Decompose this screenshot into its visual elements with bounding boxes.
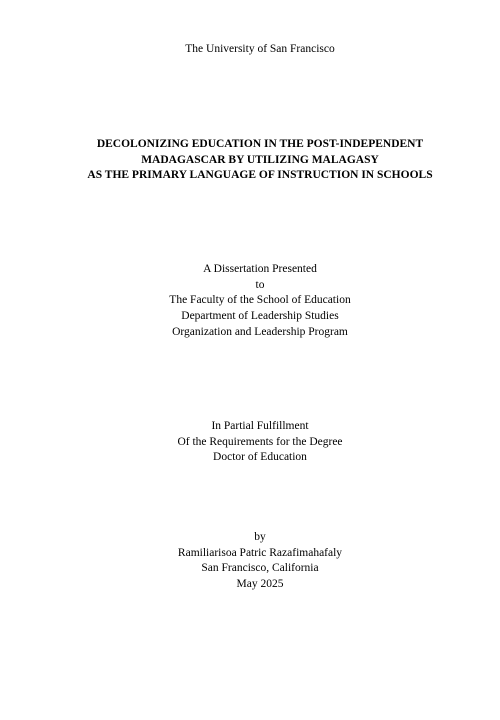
presented-line: A Dissertation Presented: [203, 263, 317, 275]
faculty-line: The Faculty of the School of Education: [169, 294, 351, 306]
by-line: by: [254, 531, 266, 543]
dissertation-title-line-3: AS THE PRIMARY LANGUAGE OF INSTRUCTION IN SCHOOLS: [87, 169, 433, 181]
degree-line: Doctor of Education: [213, 451, 307, 463]
requirements-line: Of the Requirements for the Degree: [177, 436, 343, 448]
to-line: to: [255, 279, 265, 291]
partial-fulfillment-line: In Partial Fulfillment: [211, 420, 309, 432]
submission-date: May 2025: [236, 578, 284, 590]
dissertation-title-line-1: DECOLONIZING EDUCATION IN THE POST-INDEPENDENT: [96, 138, 424, 150]
author-name: Ramiliarisoa Patric Razafimahafaly: [177, 547, 343, 559]
program-line: Organization and Leadership Program: [172, 326, 348, 338]
department-line: Department of Leadership Studies: [181, 310, 339, 322]
author-location: San Francisco, California: [201, 562, 319, 574]
dissertation-title-line-2: MADAGASCAR BY UTILIZING MALAGASY: [141, 154, 379, 166]
university-name: The University of San Francisco: [185, 43, 335, 55]
